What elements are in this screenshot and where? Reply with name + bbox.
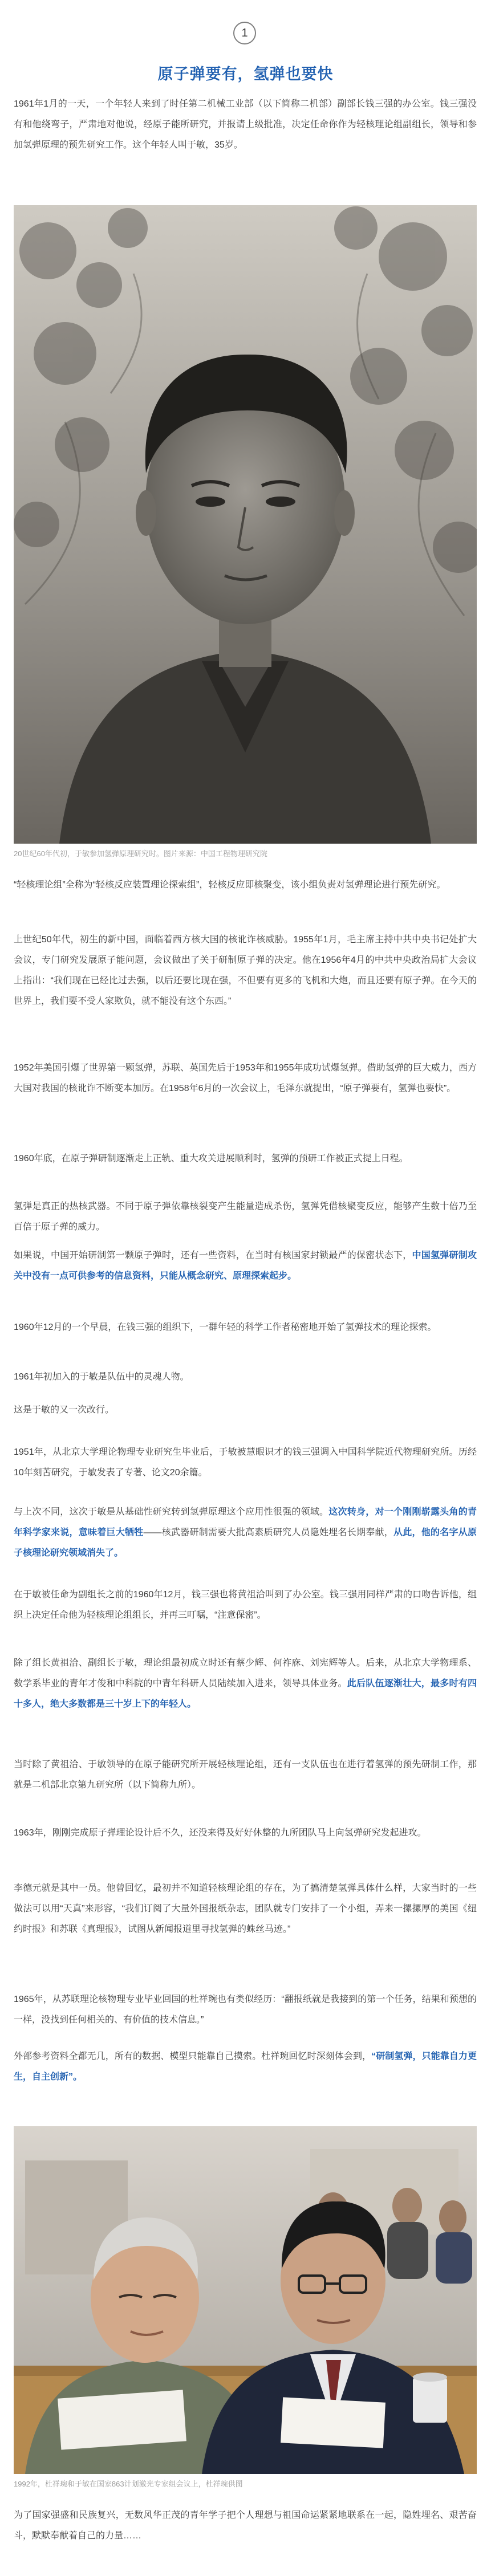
paragraph-19 xyxy=(14,2046,477,2087)
paragraph-3: 上世纪50年代，初生的新中国，面临着西方核大国的核讹诈核威胁。1955年1月，毛主席主持中共中央书记处扩大会议，专门研究发展原子能问题，会议做出了关于研制原子弹的决定。他在1956年4月的中共中央政治局扩大会议上指出：“我们现在已经比过去强，以后还要比现在强，不但要有更多的飞机和大炮，而且还要有原子弹。在今天的世界上，我们要不受人家欺负，就不能没有这个东西。” xyxy=(14,935,477,1006)
paragraph-13: 在于敏被任命为副组长之前的1960年12月，钱三强也将黄祖洽叫到了办公室。钱三强用同样严肃的口吻告诉他，组织上决定任命他为轻核理论组组长，并再三叮嘱，“注意保密”。 xyxy=(14,1590,477,1620)
photo-caption-1: 20世纪60年代初，于敏参加氢弹原理研究时。图片来源：中国工程物理研究院 xyxy=(14,849,267,858)
paragraph-10: 这是于敏的又一次改行。 xyxy=(14,1405,115,1415)
paragraph-12-highlight-a: 这次转身，对一个刚刚崭露头角的青年科学家来说，意味着巨大牺牲 xyxy=(14,1507,477,1537)
paragraph-12-text: 与上次不同，这次于敏是从基础性研究转到氢弹原理这个应用性很强的领域。 xyxy=(14,1507,329,1517)
section-number-badge: 1 xyxy=(233,22,256,44)
meeting-image xyxy=(14,2126,477,2474)
paragraph-7 xyxy=(14,1246,477,1287)
paragraph-19-text: 外部参考资料全都无几，所有的数据、模型只能靠自己摸索。杜祥琬回忆时深刻体会到， xyxy=(14,2052,372,2061)
paragraph-12-text-b: ——核武器研制需要大批高素质研究人员隐姓埋名长期奉献， xyxy=(143,1528,393,1537)
paragraph-11: 1951年，从北京大学理论物理专业研究生毕业后，于敏被慧眼识才的钱三强调入中国科学院近代物理研究所。历经10年刻苦研究，于敏发表了专著、论文20余篇。 xyxy=(14,1447,477,1478)
paragraph-12 xyxy=(14,1502,477,1564)
paragraph-12-highlight-b: 从此，他的名字从原子核理论研究领域消失了。 xyxy=(14,1528,477,1558)
portrait-image xyxy=(14,205,477,844)
paragraph-20: 为了国家强盛和民族复兴，无数风华正茂的青年学子把个人理想与祖国命运紧紧地联系在一起，隐姓埋名、艰苦奋斗，默默奉献着自己的力量…… xyxy=(14,2510,477,2541)
paragraph-7-text: 如果说，中国开始研制第一颗原子弹时，还有一些资料，在当时有核国家封锁最严的保密状态下， xyxy=(14,1251,412,1260)
paragraph-6: 氢弹是真正的热核武器。不同于原子弹依靠核裂变产生能量造成杀伤，氢弹凭借核聚变反应，能够产生数十倍乃至百倍于原子弹的威力。 xyxy=(14,1202,477,1232)
paragraph-19-highlight: “研制氢弹，只能靠自力更生，自主创新”。 xyxy=(14,2052,477,2082)
photo-caption-2: 1992年，杜祥琬和于敏在国家863计划激光专家组会议上，杜祥琬供图 xyxy=(14,2480,243,2488)
paragraph-1: 1961年1月的一天，一个年轻人来到了时任第二机械工业部（以下简称二机部）副部长钱三强的办公室。钱三强没有和他绕弯子，严肃地对他说，经原子能所研究，并报请上级批准，决定任命你作为轻核理论组副组长，领导和参加氢弹原理的预先研究工作。这个年轻人叫于敏，35岁。 xyxy=(14,99,477,150)
paragraph-8: 1960年12月的一个早晨，在钱三强的组织下，一群年轻的科学工作者秘密地开始了氢弹技术的理论探索。 xyxy=(14,1322,437,1332)
paragraph-15: 当时除了黄祖洽、于敏领导的在原子能研究所开展轻核理论组，还有一支队伍也在进行着氢弹的预先研制工作，那就是二机部北京第九研究所（以下简称九所）。 xyxy=(14,1760,477,1790)
paragraph-2: “轻核理论组”全称为“轻核反应装置理论探索组”，轻核反应即核聚变，该小组负责对氢弹理论进行预先研究。 xyxy=(14,880,446,890)
paragraph-16: 1963年，刚刚完成原子弹理论设计后不久，还没来得及好好休整的九所团队马上向氢弹研究发起进攻。 xyxy=(14,1828,427,1838)
paragraph-14-text: 除了组长黄祖洽、副组长于敏，理论组最初成立时还有蔡少辉、何祚庥、刘宪辉等人。后来，从北京大学物理系、数学系毕业的青年才俊和中科院的中青年科研人员陆续加入进来，领导具体业务。 xyxy=(14,1658,477,1688)
paragraph-4: 1952年美国引爆了世界第一颗氢弹，苏联、英国先后于1953年和1955年成功试爆氢弹。借助氢弹的巨大威力，西方大国对我国的核讹诈不断变本加厉。在1958年6月的一次会议上，毛泽东就提出，“原子弹要有，氢弹也要快”。 xyxy=(14,1063,477,1093)
paragraph-14-highlight: 此后队伍逐渐壮大，最多时有四十多人，绝大多数都是三十岁上下的年轻人。 xyxy=(14,1679,477,1709)
portrait-photo xyxy=(14,205,477,844)
paragraph-5: 1960年底，在原子弹研制逐渐走上正轨、重大攻关进展顺利时，氢弹的预研工作被正式提上日程。 xyxy=(14,1154,408,1163)
paragraph-7-highlight: 中国氢弹研制攻关中没有一点可供参考的信息资料，只能从概念研究、原理探索起步。 xyxy=(14,1251,477,1281)
paragraph-18: 1965年，从苏联理论核物理专业毕业回国的杜祥琬也有类似经历：“翻报纸就是我接到的第一个任务，结果和预想的一样，没找到任何相关的、有价值的技术信息。” xyxy=(14,1995,477,2025)
paragraph-17: 李德元就是其中一员。他曾回忆，最初并不知道轻核理论组的存在，为了搞清楚氢弹具体什么样，大家当时的一些做法可以用“天真”来形容，“我们订阅了大量外国报纸杂志，团队就专门安排了一个小组，弄来一摞摞厚的美国《纽约时报》和苏联《真理报》，试图从新闻报道里寻找氢弹的蛛丝马迹。” xyxy=(14,1883,477,1934)
section-title: 原子弹要有，氢弹也要快 xyxy=(157,66,334,83)
meeting-photo xyxy=(14,2126,477,2474)
paragraph-14 xyxy=(14,1653,477,1715)
paragraph-9: 1961年初加入的于敏是队伍中的灵魂人物。 xyxy=(14,1372,189,1382)
